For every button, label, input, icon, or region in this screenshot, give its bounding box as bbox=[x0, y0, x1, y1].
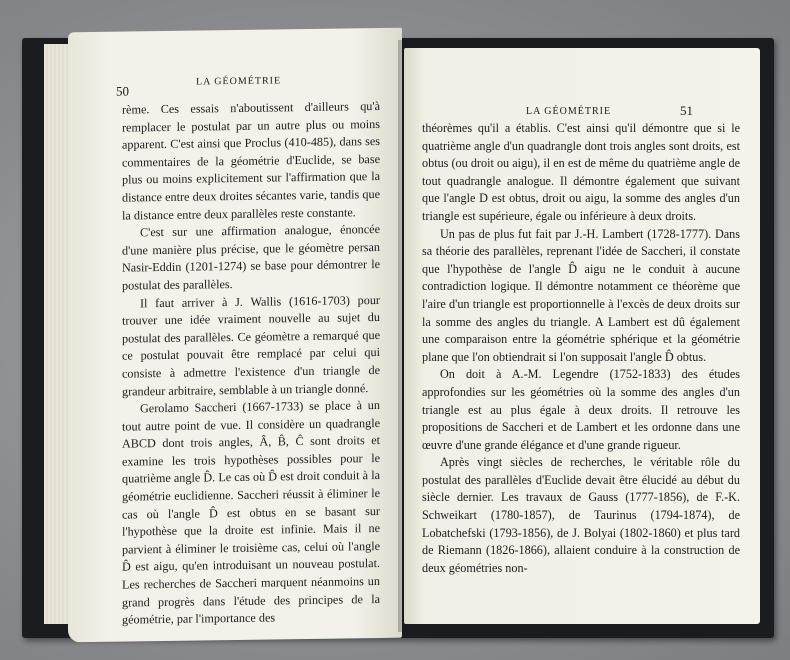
paragraph: théorèmes qu'il a établis. C'est ainsi qu'il démontre que si le quatrième angle d'un quadrangle dont trois angles sont droits, est obtus (ou droit ou aigu), il en est de même du quatrième angle de tout quadrangle analogue. Il démontre également que suivant que l'angle D est obtus, droit ou aigu, la somme des angles d'un triangle est supérieure, égale ou inférieure à deux droits. bbox=[422, 121, 740, 223]
paragraph: Gerolamo Saccheri (1667-1733) se place à un tout autre point de vue. Il considère un quadrangle ABCD dont trois angles, Â, B̂, Ĉ sont droits et examine les trois hypothèses possibles pour le quatrième angle D̂. Le cas où D̂ est droit conduit à la géométrie euclidienne. Saccheri réussit à éliminer le cas où l'angle D̂ est obtus en se basant sur l'hypothèse que la droite est infinie. Mais il ne parvient à éliminer le troisième cas, celui où l'angle D̂ est aigu, qu'en introduisant un nouveau postulat. Les recherches de Saccheri marquent néanmoins un grand progrès dans l'étude des principes de la géométrie, par l'importance des bbox=[122, 398, 380, 627]
paragraph: Il faut arriver à J. Wallis (1616-1703) pour trouver une idée vraiment nouvelle au sujet du postulat des parallèles. Ce géomètre a remarqué que ce postulat pouvait être remplacé par celui qui consiste à admettre l'existence d'un triangle de grandeur arbitraire, semblable à un triangle donné. bbox=[122, 292, 380, 399]
page-number: 50 bbox=[116, 83, 129, 99]
left-page bbox=[68, 28, 402, 643]
paragraph: C'est sur une affirmation analogue, énoncée d'une manière plus précise, que le géomètre persan Nasir-Eddin (1201-1274) se base pour démontrer le postulat des parallèles. bbox=[122, 222, 380, 293]
paragraph: On doit à A.-M. Legendre (1752-1833) des études approfondies sur les géométries où la somme des angles d'un triangle est au plus égale à deux droits. Il retrouve les propositions de Saccheri et de Lambert et les ordonne dans une œuvre d'une grande élégance et d'une grande rigueur. bbox=[422, 367, 740, 452]
page-number: 51 bbox=[680, 103, 693, 118]
page-body bbox=[422, 120, 740, 577]
paragraph: Après vingt siècles de recherches, le véritable rôle du postulat des parallèles d'Euclide devait être élucidé au début du siècle dernier. Les travaux de Gauss (1777-1856), de F.-K. Schweikart (1780-1857), de Taurinus (1794-1874), de Lobatchefski (1793-1856), de J. Bolyai (1802-1860) et plus tard de Riemann (1826-1866), allaient conduire à la construction de deux géométries non- bbox=[422, 455, 740, 575]
running-head: LA GÉOMÉTRIE bbox=[196, 75, 282, 88]
paragraph: rème. Ces essais n'aboutissent d'ailleurs qu'à remplacer le postulat par un autre plus ou moins apparent. C'est ainsi que Proclus (410-485), dans ses commentaires de la géométrie d'Euclide, se base plus ou moins explicitement sur l'affirmation que la distance entre deux droites sécantes varie, tandis que la distance entre deux parallèles reste constante. bbox=[122, 98, 380, 223]
page-body bbox=[122, 98, 380, 629]
paragraph: Un pas de plus fut fait par J.-H. Lambert (1728-1777). Dans sa théorie des parallèles, reprenant l'idée de Saccheri, il constate que l'hypothèse de l'angle D̂ aigu ne le conduit à aucune contradiction logique. Il démontre notamment ce théorème que l'aire d'un triangle est proportionnelle à l'excès de deux droits sur la somme des angles du triangle. A Lambert est dû également une comparaison entre la géométrie sphérique et la géométrie plane que l'on obtiendrait si l'on supposait l'angle D̂ obtus. bbox=[422, 226, 740, 364]
right-page bbox=[404, 48, 760, 624]
running-head: LA GÉOMÉTRIE bbox=[526, 106, 612, 117]
